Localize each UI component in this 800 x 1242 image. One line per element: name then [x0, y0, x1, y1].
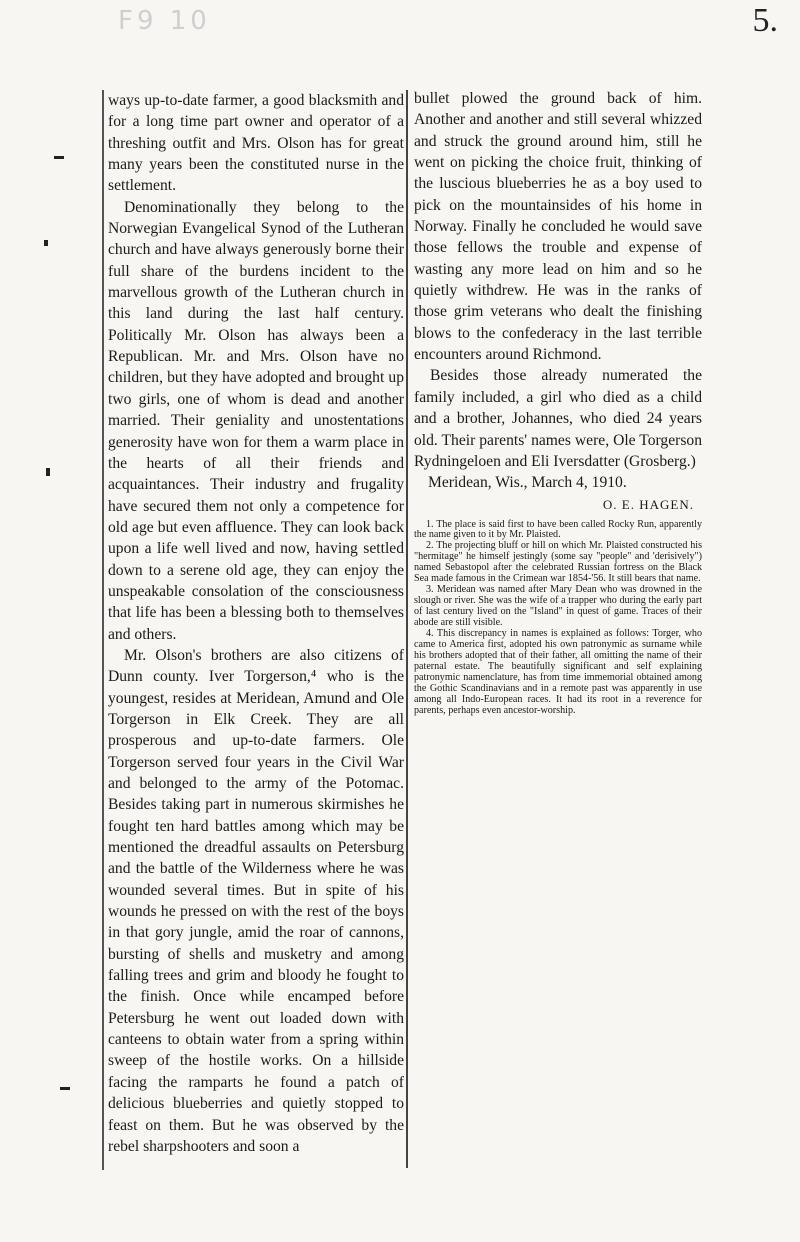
- footnote: 2. The projecting bluff or hill on which Mr. Plaisted constructed his "hermitage" he himself jestingly (some say "people" and 'derisively") named Sebastopol after the celebrated Russian fortress on the Black Sea made famous in the Crimean war 1854-'56. It still bears that name.: [414, 540, 702, 585]
- footnote: 4. This discrepancy in names is explained as follows: Torger, who came to America first, adopted his own patronymic as surname while his brothers adopted that of their father, all omitting the name of their paternal estate. The beautifully significant and self explaining patronymic namenclature, has from time immemorial obtained among the Gothic Scandinavians and in a remote past was apparently in use among all Indo-European races. It had its root in a reverence for parents, perhaps even ancestor-worship.: [414, 628, 702, 716]
- paragraph: Besides those already numerated the family included, a girl who died as a child and a brother, Johannes, who died 24 years old. Their parents' names were, Ole Torgerson Rydningeloen and Eli Iversdatter (Grosberg.): [414, 367, 702, 470]
- footnotes: [414, 520, 702, 717]
- footnote: 3. Meridean was named after Mary Dean who was drowned in the slough or river. She was the wife of a trapper who during the early part of last century lived on the "Island" in quest of game. Traces of their abode are still visible.: [414, 584, 702, 629]
- left-column: [108, 90, 404, 1157]
- archive-stamp: F9 10: [118, 6, 211, 36]
- margin-mark: [54, 156, 64, 159]
- left-column-rule: [102, 90, 104, 1170]
- paragraph: ways up-to-date farmer, a good blacksmith and for a long time part owner and operator of a threshing outfit and Mrs. Olson has for great many years been the constituted nurse in the settlement.: [108, 92, 404, 195]
- right-column: [414, 88, 702, 717]
- footnote: 1. The place is said first to have been called Rocky Run, apparently the name given to it by Mr. Plaisted.: [414, 518, 702, 541]
- author-signature: O. E. HAGEN.: [602, 496, 694, 512]
- column-divider: [406, 90, 408, 1168]
- dateline: Meridean, Wis., March 4, 1910.: [428, 474, 627, 492]
- page-number: 5.: [752, 2, 778, 39]
- margin-mark: [46, 468, 50, 476]
- margin-mark: [44, 240, 48, 246]
- paragraph: bullet plowed the ground back of him. Another and another and still several whizzed and struck the ground around him, still he went on picking the choice fruit, thinking of the luscious blueberries he as a boy used to pick on the mountainsides of his home in Norway. Finally he concluded he would save those fellows the trouble and expense of wasting any more lead on him and so he quietly withdrew. He was in the ranks of those grim veterans who dealt the finishing blows to the confederacy in the last terrible encounters around Richmond.: [414, 90, 702, 364]
- paragraph: Mr. Olson's brothers are also citizens of Dunn county. Iver Torgerson,⁴ who is the youngest, resides at Meridean, Amund and Ole Torgerson in Elk Creek. They are all prosperous and up-to-date farmers. Ole Torgerson served four years in the Civil War and belonged to the army of the Potomac. Besides taking part in numerous skirmishes he fought ten hard battles among which may be mentioned the dreadful assaults on Petersburg and the battle of the Wilderness where he was wounded several times. But in spite of his wounds he pressed on with the rest of the boys in that gory jungle, amid the roar of cannons, bursting of shells and musketry and among falling trees and grim and bloody he fought to the finish. Once while encamped before Petersburg he went out loaded down with canteens to obtain water from a spring within sweep of the hostile works. On a hillside facing the ramparts he found a patch of delicious blueberries and quietly stopped to feast on them. But he was observed by the rebel sharpshooters and soon a: [108, 646, 404, 1155]
- margin-mark: [60, 1087, 70, 1090]
- paragraph: Denominationally they belong to the Norwegian Evangelical Synod of the Lutheran church and have always generously borne their full share of the burdens incident to the marvellous growth of the Lutheran church in this land during the last half century. Politically Mr. Olson has always been a Republican. Mr. and Mrs. Olson have no children, but they have adopted and brought up two girls, one of whom is dead and another married. Their geniality and unostentations generosity have won for them a warm place in the hearts of all their friends and acquaintances. Their industry and frugality have secured them not only a competence for old age but even affluence. They can look back upon a life well lived and now, having settled down to a serene old age, they can enjoy the unspeakable consolation of the consciousness that life has been a blessing both to themselves and others.: [108, 198, 404, 643]
